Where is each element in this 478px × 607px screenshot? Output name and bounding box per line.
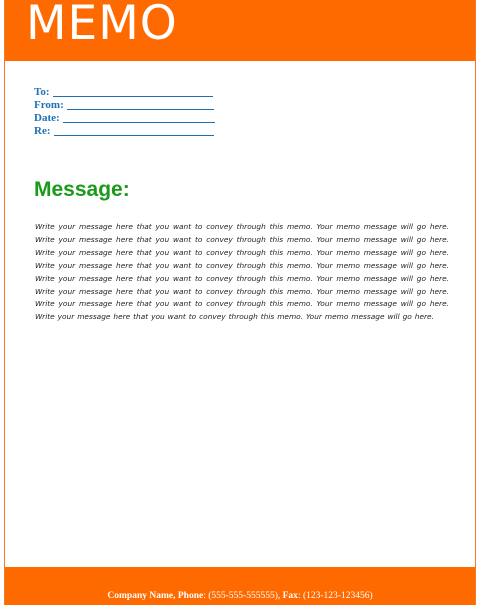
footer-band xyxy=(5,567,475,605)
footer-phone-label: Phone xyxy=(177,591,204,601)
memo-page xyxy=(4,0,476,605)
field-from-line[interactable] xyxy=(67,109,214,110)
field-to xyxy=(34,86,215,99)
field-re-line[interactable] xyxy=(54,135,214,136)
field-date-label: Date: xyxy=(34,112,60,124)
memo-fields xyxy=(34,86,215,138)
field-re xyxy=(34,125,215,138)
field-from-label: From: xyxy=(34,99,64,111)
field-to-line[interactable] xyxy=(53,96,213,97)
field-re-label: Re: xyxy=(34,125,51,137)
field-from xyxy=(34,99,215,112)
footer-contact xyxy=(5,591,475,601)
memo-title: MEMO xyxy=(26,0,178,51)
field-date-line[interactable] xyxy=(63,122,215,123)
footer-fax-label: Fax xyxy=(282,591,298,601)
message-body: Write your message here that you want to convey through this memo. Your memo message will go here. Write your message here that you want to convey through this memo. Your memo message will go here. Write your message here that you want to convey through this memo. Your memo message will go here. Write your message here that you want to convey through this memo. Your memo message will go here. Write your message here that you want to convey through this memo. Your memo message will go here. Write your message here that you want to convey through this memo. Your memo message will go here. Write your message here that you want to convey through this memo. Your memo message will go here. Write your message here that you want to convey through this memo. Your memo message will go here. xyxy=(35,222,449,322)
footer-fax-value: : (123-123-123456) xyxy=(297,591,373,601)
header-band xyxy=(5,0,475,61)
field-date xyxy=(34,112,215,125)
footer-phone-value: : (555-555-555555), xyxy=(203,591,281,601)
field-to-label: To: xyxy=(34,86,50,98)
footer-company: Company Name, xyxy=(107,591,176,601)
message-heading: Message: xyxy=(34,178,130,201)
